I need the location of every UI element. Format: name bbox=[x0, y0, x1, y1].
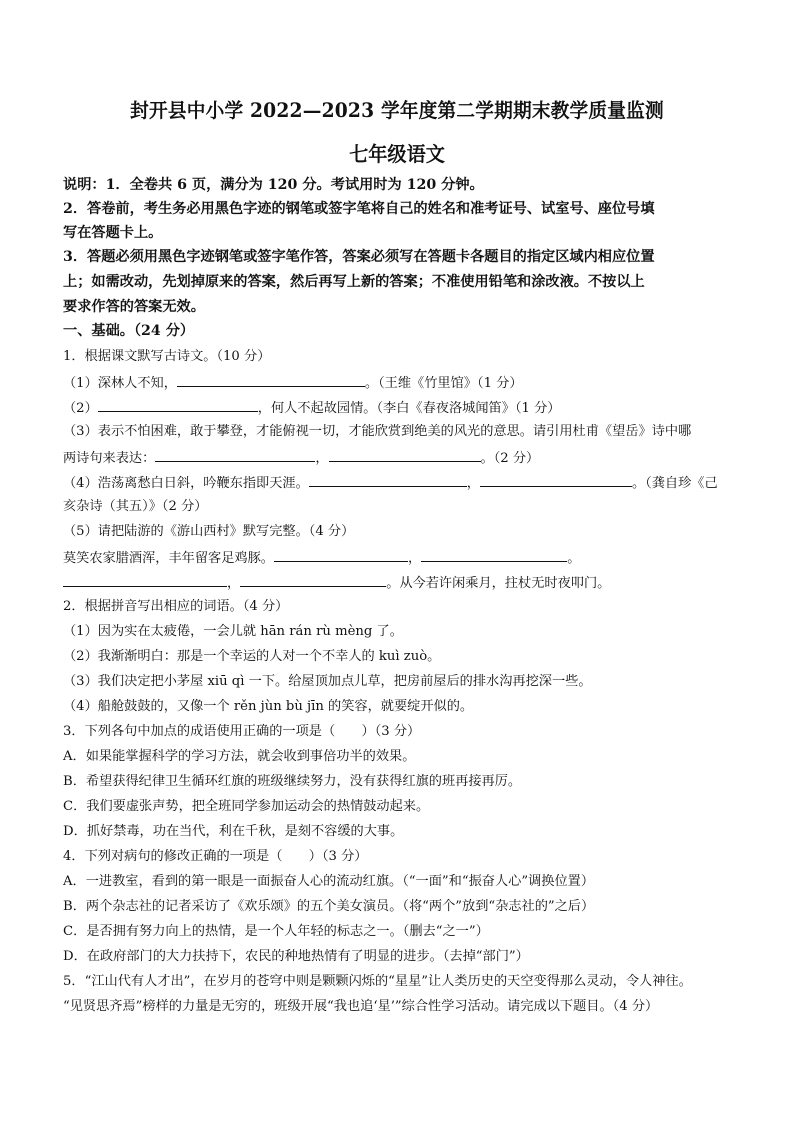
q1-part5a-suffix: 。 bbox=[567, 551, 581, 566]
instruction-2b: 写在答题卡上。 bbox=[63, 225, 163, 241]
q1-part5a-prefix: 莫笑农家腊酒浑，丰年留客足鸡豚。 bbox=[63, 551, 274, 566]
q4-option-b: B．两个杂志社的记者采访了《欢乐颂》的五个美女演员。（将“两个”放到“杂志社的”之后） bbox=[63, 899, 595, 914]
q1-part3b-suffix: 。（2 分） bbox=[480, 451, 540, 466]
exam-title: 封开县中小学 2022—2023 学年度第二学期期末教学质量监测 bbox=[130, 99, 664, 122]
q4-option-c: C．是否拥有努力向上的热情，是一个人年轻的标志之一。（删去“之一”） bbox=[63, 924, 489, 939]
q3-option-c: C．我们要虚张声势，把全班同学参加运动会的热情鼓动起来。 bbox=[63, 799, 430, 814]
q5-line1: 5．“江山代有人才出”，在岁月的苍穹中则是颗颗闪烁的“星星”让人类历史的天空变得那么灵动，令人神往。 bbox=[63, 974, 692, 989]
q1-stem: 1．根据课文默写古诗文。（10 分） bbox=[63, 349, 271, 364]
answer-blank[interactable] bbox=[421, 548, 567, 562]
q4-option-a: A．一进教室，看到的第一眼是一面振奋人心的流动红旗。（“一面”和“振奋人心”调换位置） bbox=[63, 874, 595, 889]
q1-part1-prefix: （1）深林人不知， bbox=[63, 376, 177, 391]
q1-part3b bbox=[63, 448, 743, 468]
q2-part4: （4）船舱鼓鼓的，又像一个 rěn jùn bù jīn 的笑容，就要绽开似的。 bbox=[63, 699, 474, 714]
q3-option-d: D．抓好禁毒，功在当代，利在千秋，是刻不容缓的大事。 bbox=[63, 824, 404, 839]
answer-blank[interactable] bbox=[155, 448, 315, 462]
instruction-2a: 2．答卷前，考生务必用黑色字迹的钢笔或签字笔将自己的姓名和准考证号、试室号、座位号填 bbox=[63, 201, 655, 217]
q1-part5: （5）请把陆游的《游山西村》默写完整。（4 分） bbox=[63, 524, 355, 539]
q1-part4a-suffix: 。（龚自珍《己 bbox=[631, 476, 718, 491]
q1-part5a bbox=[63, 548, 743, 568]
answer-blank[interactable] bbox=[274, 548, 408, 562]
q1-part5b bbox=[63, 573, 743, 593]
q1-part4a-prefix: （4）浩荡离愁白日斜，吟鞭东指即天涯。 bbox=[63, 476, 309, 491]
q4-option-d: D．在政府部门的大力扶持下，农民的种地热情有了明显的进步。（去掉“部门”） bbox=[63, 949, 529, 964]
q2-part2: （2）我渐渐明白：那是一个幸运的人对一个不幸人的 kuì zuò。 bbox=[63, 649, 441, 664]
q1-part1-suffix: 。（王维《竹里馆》（1 分） bbox=[364, 376, 523, 391]
q1-part4b: 亥杂诗（其五）》（2 分） bbox=[63, 499, 208, 514]
q3-option-a: A．如果能掌握科学的学习方法，就会收到事倍功半的效果。 bbox=[63, 749, 416, 764]
exam-subtitle: 七年级语文 bbox=[349, 142, 445, 166]
answer-blank[interactable] bbox=[63, 573, 227, 587]
q3-stem: 3．下列各句中加点的成语使用正确的一项是（ ）（3 分） bbox=[63, 724, 421, 739]
q5-line2: “见贤思齐焉”榜样的力量是无穷的，班级开展“我也追‘星’”综合性学习活动。请完成以下题目。（4 分） bbox=[63, 999, 659, 1014]
q1-part3a: （3）表示不怕困难，敢于攀登，才能俯视一切，才能欣赏到绝美的风光的意思。请引用杜甫《望岳》诗中哪 bbox=[63, 424, 692, 439]
q1-part3b-mid: ， bbox=[315, 451, 329, 466]
q3-option-b: B．希望获得纪律卫生循环红旗的班级继续努力，没有获得红旗的班再接再厉。 bbox=[63, 774, 522, 789]
instruction-1: 说明：1．全卷共 6 页，满分为 120 分。考试用时为 120 分钟。 bbox=[63, 177, 484, 193]
q1-part1 bbox=[63, 373, 743, 393]
answer-blank[interactable] bbox=[309, 473, 467, 487]
instruction-3b: 上；如需改动，先划掉原来的答案，然后再写上新的答案；不准使用铅笔和涂改液。不按以上 bbox=[63, 274, 645, 290]
q1-part5b-suffix: 。从今若许闲乘月，拄杖无时夜叩门。 bbox=[386, 576, 611, 591]
q1-part4a bbox=[63, 473, 743, 493]
q2-part3: （3）我们决定把小茅屋 xiū qì 一下。给屋顶加点儿草，把房前屋后的排水沟再挖深一些。 bbox=[63, 674, 592, 689]
q2-stem: 2．根据拼音写出相应的词语。（4 分） bbox=[63, 599, 289, 614]
q1-part5a-mid: ， bbox=[408, 551, 422, 566]
answer-blank[interactable] bbox=[240, 573, 386, 587]
q1-part2-suffix: ，何人不起故园情。（李白《春夜洛城闻笛》（1 分） bbox=[257, 401, 561, 416]
q1-part5b-mid: ， bbox=[227, 576, 241, 591]
q1-part2 bbox=[63, 398, 743, 418]
instruction-3c: 要求作答的答案无效。 bbox=[63, 299, 205, 315]
answer-blank[interactable] bbox=[480, 473, 632, 487]
instruction-3a: 3．答题必须用黑色字迹钢笔或签字笔作答，答案必须写在答题卡各题目的指定区域内相应位置 bbox=[63, 249, 655, 265]
q1-part2-prefix: （2） bbox=[63, 401, 98, 416]
q1-part4a-mid: ， bbox=[466, 476, 480, 491]
q1-part3b-prefix: 两诗句来表达： bbox=[63, 451, 156, 466]
section-heading: 一、基础。（24 分） bbox=[63, 323, 195, 339]
answer-blank[interactable] bbox=[329, 448, 481, 462]
q2-part1: （1）因为实在太疲倦，一会儿就 hān rán rù mèng 了。 bbox=[63, 624, 403, 639]
q4-stem: 4．下列对病句的修改正确的一项是（ ）（3 分） bbox=[63, 849, 368, 864]
answer-blank[interactable] bbox=[98, 398, 258, 412]
answer-blank[interactable] bbox=[177, 373, 365, 387]
